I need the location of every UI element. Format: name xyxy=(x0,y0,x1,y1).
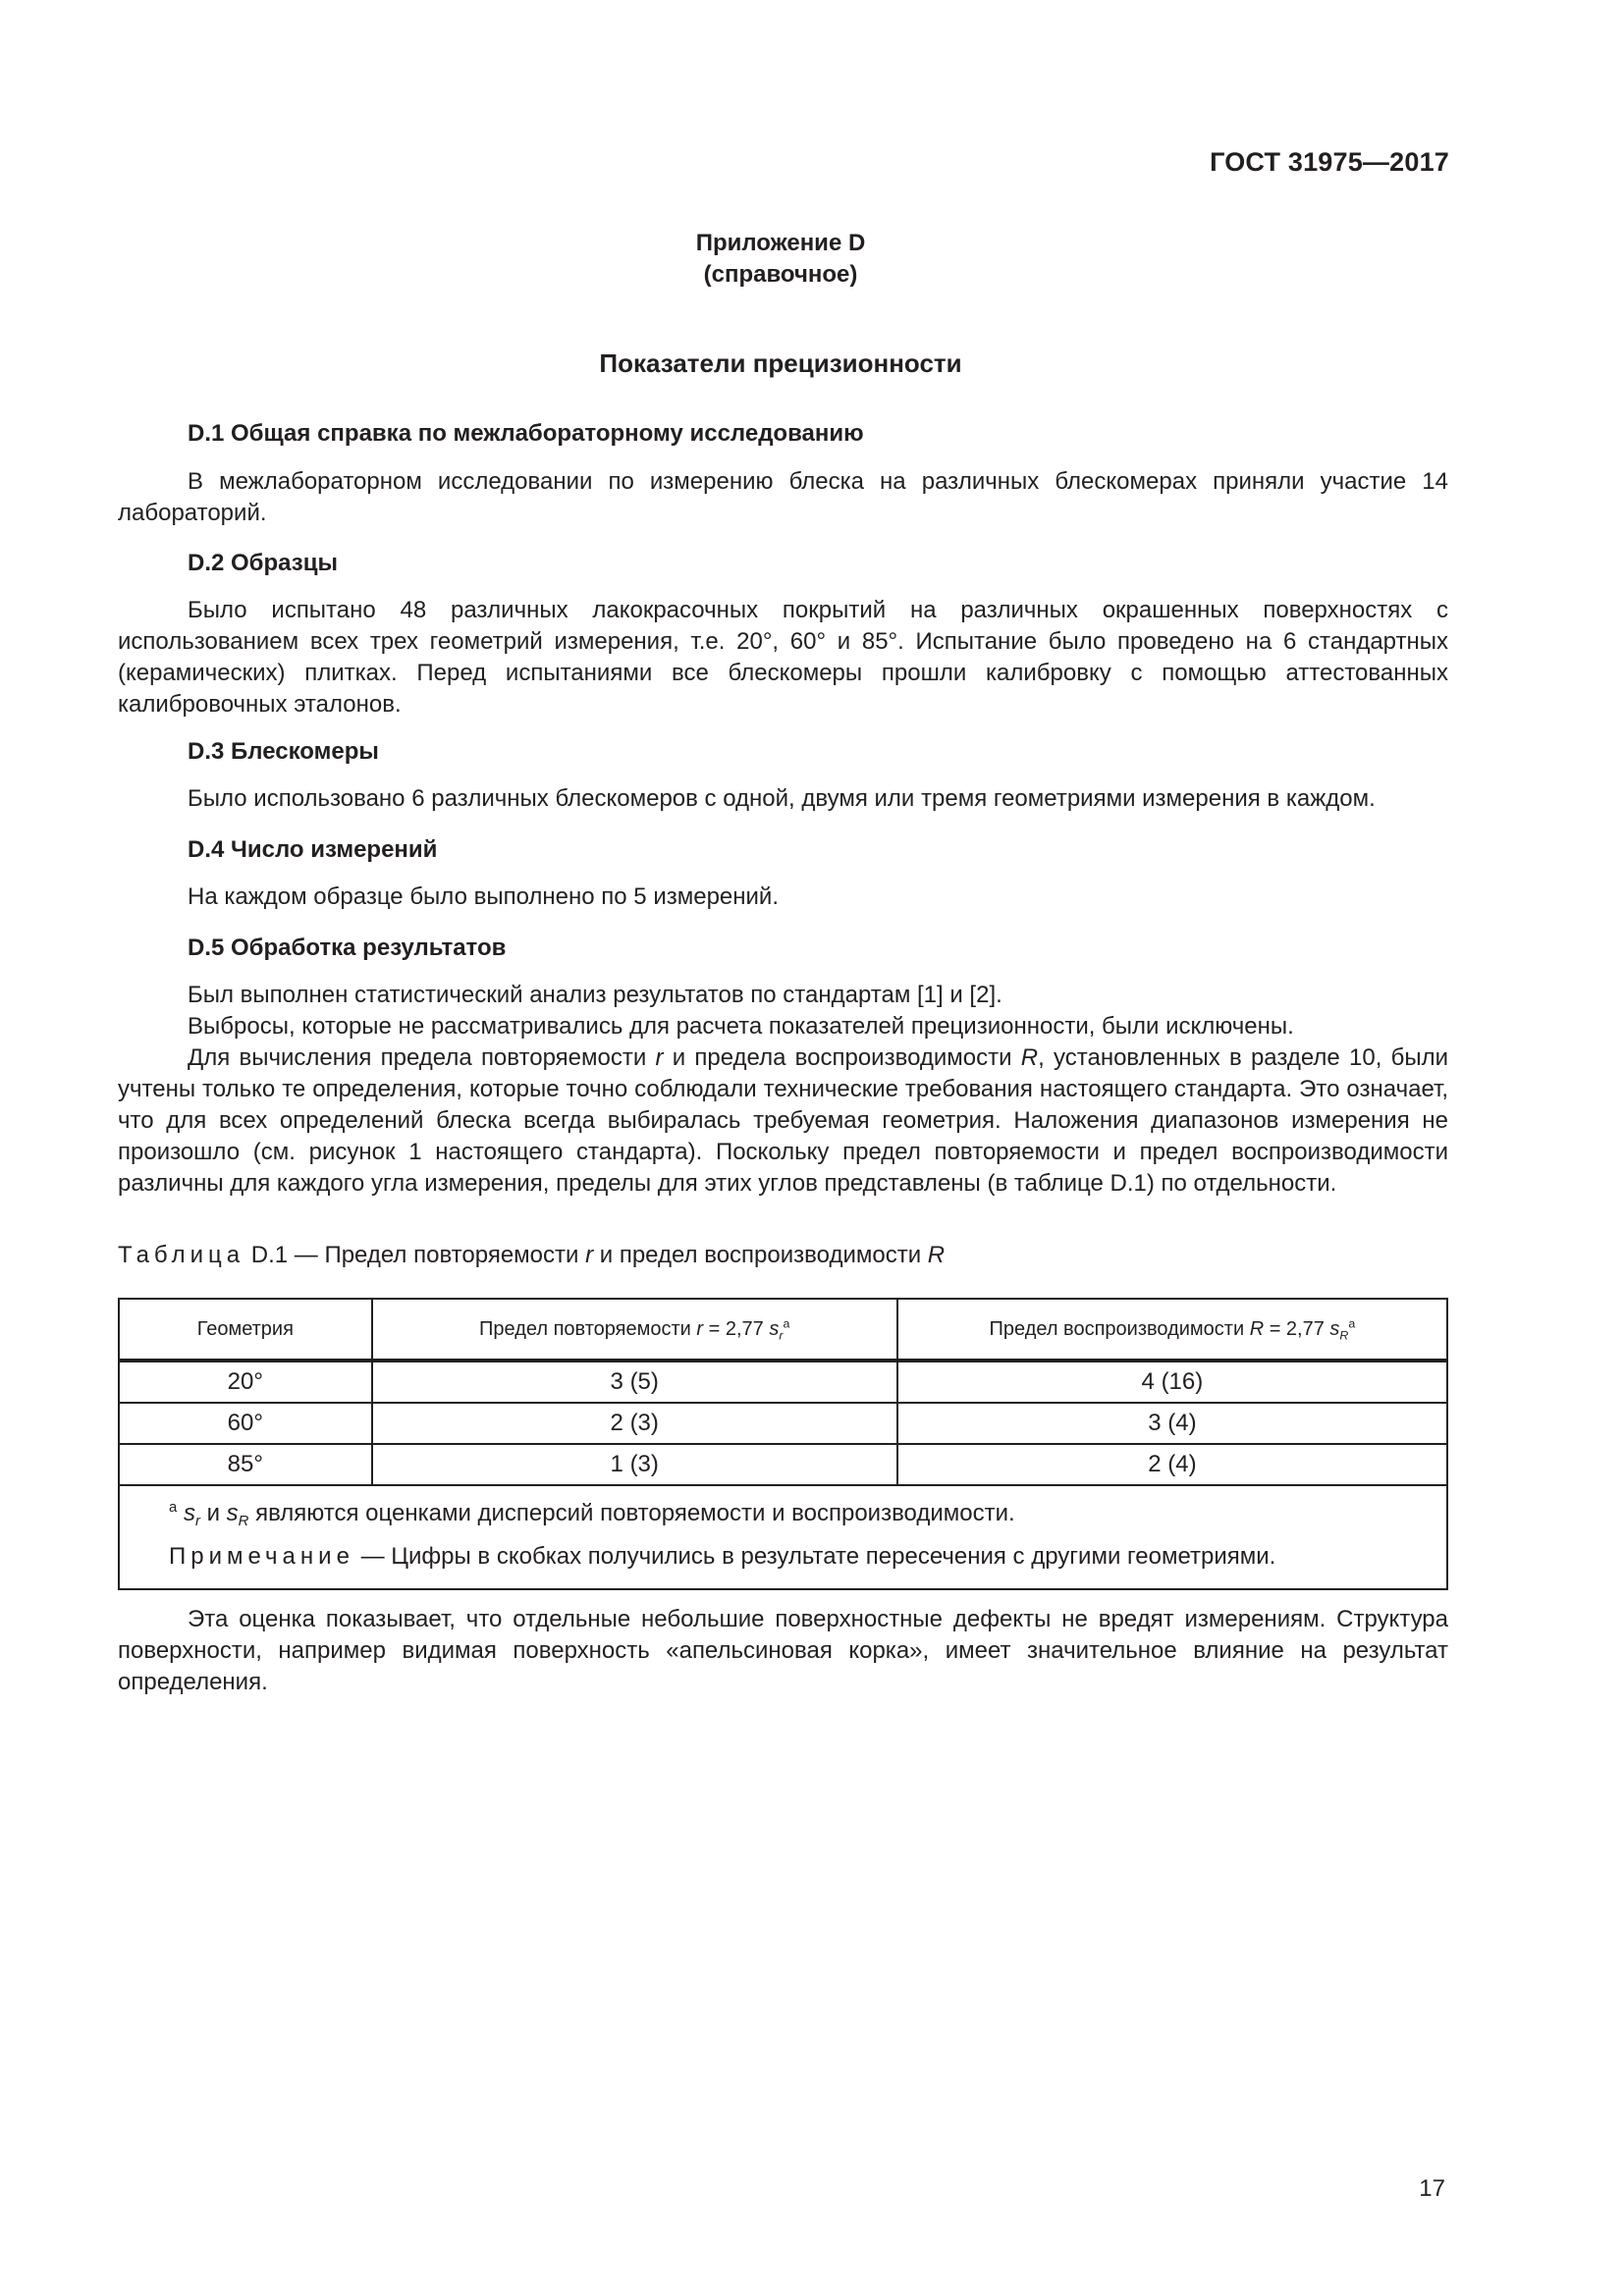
table-row xyxy=(119,1403,1447,1444)
cell-repeatability: 3 (5) xyxy=(372,1361,897,1403)
cell-repeatability: 2 (3) xyxy=(372,1403,897,1444)
section-d5-paragraph-2: Выбросы, которые не рассматривались для расчета показателей прецизионности, были исключены. xyxy=(188,1013,1294,1040)
cell-reproducibility: 2 (4) xyxy=(897,1444,1447,1485)
section-d5-paragraph-1: Был выполнен статистический анализ результатов по стандартам [1] и [2]. xyxy=(188,982,1002,1008)
symbol-r: r xyxy=(696,1317,704,1340)
section-d1-heading: D.1 Общая справка по межлабораторному исследованию xyxy=(188,420,864,447)
section-d1-body xyxy=(118,466,1448,529)
symbol-R: R xyxy=(1249,1317,1265,1340)
conclusion-paragraph: Эта оценка показывает, что отдельные небольшие поверхностные дефекты не вредят измерениям. Структура поверхности, например видимая поверхность «апельсиновая корка», имеет значительное влияние на результат определения. xyxy=(118,1606,1448,1695)
symbol-r: r xyxy=(655,1044,664,1071)
header-text: Предел повторяемости xyxy=(479,1317,697,1340)
cell-reproducibility: 3 (4) xyxy=(897,1403,1447,1444)
symbol-s: s xyxy=(769,1317,780,1340)
table-notes-row xyxy=(119,1485,1447,1589)
text-run: и предела воспроизводимости xyxy=(663,1044,1021,1071)
subscript-R: R xyxy=(238,1514,249,1530)
cell-geometry: 20° xyxy=(119,1361,372,1403)
note-text: — Цифры в скобках получились в результате пересечения с другими геометриями. xyxy=(353,1543,1276,1570)
table-caption-label: Таблица xyxy=(118,1242,245,1268)
symbol-r: r xyxy=(585,1242,594,1268)
header-eq: = 2,77 xyxy=(1264,1317,1330,1340)
header-eq: = 2,77 xyxy=(703,1317,770,1340)
document-code: ГОСТ 31975—2017 xyxy=(1210,147,1449,177)
section-d4-heading: D.4 Число измерений xyxy=(188,836,438,863)
section-d5-heading: D.5 Обработка результатов xyxy=(188,934,507,961)
header-geometry: Геометрия xyxy=(119,1299,372,1361)
section-d4-paragraph: На каждом образце было выполнено по 5 измерений. xyxy=(188,883,780,910)
table-caption-number: D.1 — Предел повторяемости xyxy=(244,1242,586,1268)
footnote-mark: a xyxy=(783,1316,790,1331)
appendix-heading xyxy=(0,228,1561,291)
section-d3-heading: D.3 Блескомеры xyxy=(188,738,379,765)
table-note xyxy=(169,1535,1427,1578)
section-d3-paragraph: Было использовано 6 различных блескомеров с одной, двумя или тремя геометриями измерения в каждом. xyxy=(188,785,1376,812)
table-footnote xyxy=(169,1492,1427,1535)
page-title: Показатели прецизионности xyxy=(599,348,962,378)
precision-table xyxy=(118,1298,1448,1590)
subscript-R: R xyxy=(1339,1327,1349,1342)
section-d2-body xyxy=(118,595,1448,721)
appendix-subtitle: (справочное) xyxy=(703,261,858,288)
text-run: , установленных в разделе 10, были учтены только те определения, которые точно соблюдали технические требования настоящего стандарта. Это означает, что для всех определений блеска всегда выбиралась требуемая геометрия. Наложения диапазонов измерения не произошло (см. рисунок 1 настоящего стандарта). Поскольку предел повторяемости и предел воспроизводимости различны для каждого угла измерения, пределы для этих углов представлены (в таблице D.1) по отдельности. xyxy=(118,1044,1448,1197)
cell-repeatability: 1 (3) xyxy=(372,1444,897,1485)
section-d4-body xyxy=(118,881,1448,913)
appendix-title: Приложение D xyxy=(695,230,866,256)
section-d5-body xyxy=(118,980,1448,1200)
conclusion-body xyxy=(118,1604,1448,1698)
table-notes xyxy=(119,1485,1447,1589)
note-label: Примечание xyxy=(169,1543,354,1570)
section-d1-paragraph: В межлабораторном исследовании по измерению блеска на различных блескомерах приняли участие 14 лабораторий. xyxy=(118,468,1448,526)
text-run: Для вычисления предела повторяемости xyxy=(188,1044,656,1071)
cell-reproducibility: 4 (16) xyxy=(897,1361,1447,1403)
table-caption xyxy=(118,1242,945,1269)
symbol-s: s xyxy=(226,1500,239,1526)
symbol-R: R xyxy=(927,1242,946,1268)
section-d2-paragraph: Было испытано 48 различных лакокрасочных покрытий на различных окрашенных поверхностях с использованием всех трех геометрий измерения, т.е. 20°, 60° и 85°. Испытание было проведено на 6 стандартных (керамических) плитках. Перед испытаниями все блескомеры прошли калибровку с помощью аттестованных калибровочных эталонов. xyxy=(118,597,1448,718)
header-text: Предел воспроизводимости xyxy=(989,1317,1250,1340)
header-repeatability xyxy=(372,1299,897,1361)
symbol-R: R xyxy=(1020,1044,1039,1071)
header-reproducibility xyxy=(897,1299,1447,1361)
page-number: 17 xyxy=(1419,2175,1445,2202)
table-row xyxy=(119,1444,1447,1485)
footnote-text: являются оценками дисперсий повторяемости и воспроизводимости. xyxy=(248,1500,1015,1526)
subscript-r: r xyxy=(779,1327,784,1342)
section-d5-paragraph-3 xyxy=(118,1042,1448,1200)
footnote-mark: a xyxy=(169,1500,178,1517)
section-d3-body xyxy=(118,783,1448,815)
cell-geometry: 85° xyxy=(119,1444,372,1485)
footnote-and: и xyxy=(199,1500,227,1526)
symbol-s: s xyxy=(183,1500,195,1526)
section-d2-heading: D.2 Образцы xyxy=(188,550,338,576)
table-caption-mid: и предел воспроизводимости xyxy=(593,1242,928,1268)
table-row xyxy=(119,1361,1447,1403)
table-header-row xyxy=(119,1299,1447,1361)
footnote-mark: a xyxy=(1348,1316,1356,1331)
cell-geometry: 60° xyxy=(119,1403,372,1444)
subscript-r: r xyxy=(194,1514,200,1530)
symbol-s: s xyxy=(1329,1317,1340,1340)
